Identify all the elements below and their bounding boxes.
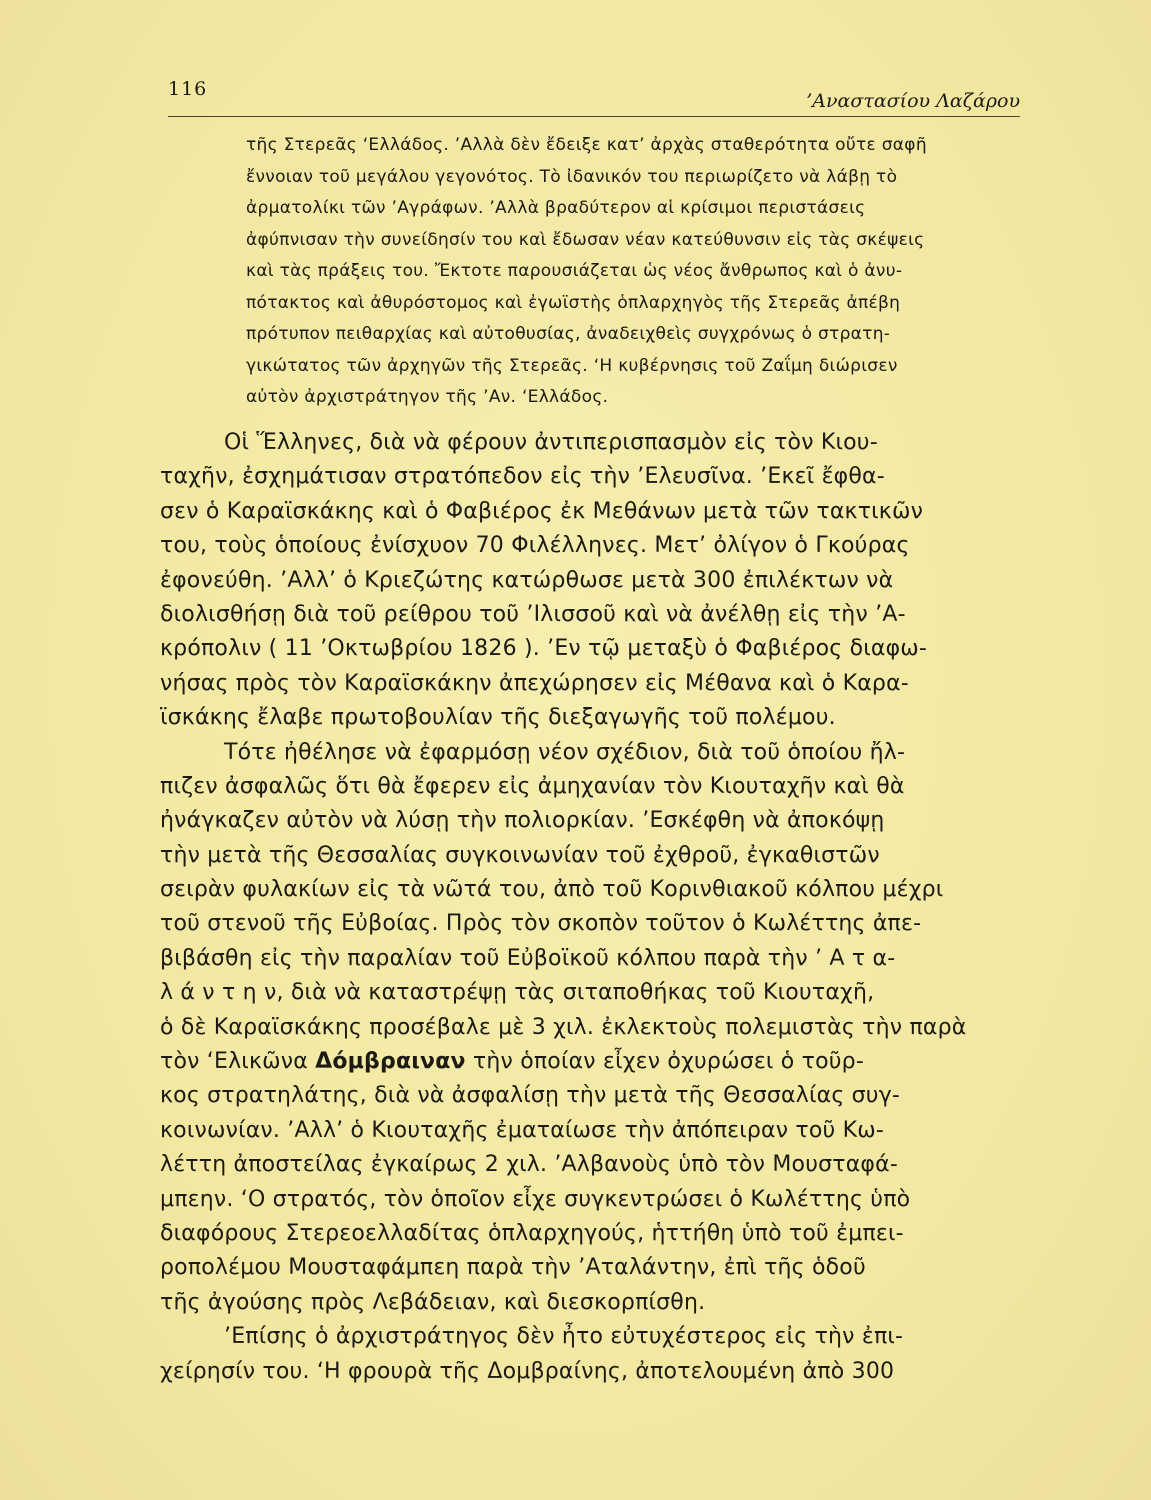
body-line: σεν ὁ Καραϊσκάκης καὶ ὁ Φαβιέρος ἐκ Μεθάνων μετὰ τῶν τακτικῶν [160,498,924,524]
quote-line: ἔννοιαν τοῦ μεγάλου γεγονότος. Τὸ ἰδανικόν του περιωρίζετο νὰ λάβῃ τὸ [246,166,898,187]
body-text-segment: τὴν ὁποίαν εἶχεν ὀχυρώσει ὁ τοῦρ- [465,1049,864,1075]
body-line: κοινωνίαν. ’Αλλ’ ὁ Κιουταχῆς ἐματαίωσε τὴν ἀπόπειραν τοῦ Κω- [160,1117,885,1143]
body-line: μπεην. ‘Ο στρατός, τὸν ὁποῖον εἶχε συγκεντρώσει ὁ Κωλέττης ὑπὸ [160,1186,911,1212]
body-line: κος στρατηλάτης, διὰ νὰ ἀσφαλίσῃ τὴν μετὰ τῆς Θεσσαλίας συγ- [160,1083,901,1109]
body-line: ὁ δὲ Καραϊσκάκης προσέβαλε μὲ 3 χιλ. ἐκλεκτοὺς πολεμιστὰς τὴν παρὰ [160,1014,967,1040]
quote-line: καὶ τὰς πράξεις του. Ἔκτοτε παρουσιάζεται ὡς νέος ἄνθρωπος καὶ ὁ ἀνυ- [246,261,903,281]
body-line: Οἱ Ἕλληνες, διὰ νὰ φέρουν ἀντιπερισπασμὸν εἰς τὸν Κιου- [224,430,878,455]
body-line [160,1045,1020,1079]
page-header [168,72,1020,117]
running-head: ’Αναστασίου Λαζάρου [806,90,1020,112]
body-line: ροπολέμου Μουσταφάμπεη παρὰ τὴν ’Αταλάντην, ἐπὶ τῆς ὁδοῦ [160,1255,866,1281]
page-number: 116 [168,78,208,100]
quote-line: αὐτὸν ἀρχιστράτηγον τῆς ’Αν. ‘Ελλάδος. [246,387,609,407]
body-line: κρόπολιν ( 11 ’Οκτωβρίου 1826 ). ’Εν τῷ μεταξὺ ὁ Φαβιέρος διαφω- [160,636,928,662]
quote-block [246,130,1020,414]
quote-line: ἀρματολίκι τῶν ’Αγράφων. ’Αλλὰ βραδύτερον αἱ κρίσιμοι περιστάσεις [246,198,866,218]
body-line: διαφόρους Στερεοελλαδίτας ὁπλαρχηγούς, ἡττήθη ὑπὸ τοῦ ἐμπει- [160,1220,904,1246]
body-line: τῆς ἀγούσης πρὸς Λεβάδειαν, καὶ διεσκορπίσθη. [160,1289,706,1315]
body-text [160,426,1020,1389]
body-line: ἠνάγκαζεν αὐτὸν νὰ λύσῃ τὴν πολιορκίαν. ’Εσκέφθη νὰ ἀποκόψῃ [160,808,885,834]
quote-line: πρότυπον πειθαρχίας καὶ αὐτοθυσίας, ἀναδειχθεὶς συγχρόνως ὁ στρατη- [246,324,891,344]
quote-line: τῆς Στερεᾶς ‘Ελλάδος. ’Αλλὰ δὲν ἔδειξε κατ’ ἀρχὰς σταθερότητα οὔτε σαφῆ [246,135,927,155]
body-text-segment: τὸν ‘Ελικῶνα [160,1049,316,1075]
body-line: λέττη ἀποστείλας ἐγκαίρως 2 χιλ. ’Αλβανοὺς ὑπὸ τὸν Μουσταφά- [160,1152,898,1178]
body-line: νήσας πρὸς τὸν Καραϊσκάκην ἀπεχώρησεν εἰς Μέθανα καὶ ὁ Καρα- [160,670,909,696]
body-line: Τότε ἠθέλησε νὰ ἐφαρμόσῃ νέον σχέδιον, διὰ τοῦ ὁποίου ἤλ- [224,739,906,765]
body-line: ταχῆν, ἐσχημάτισαν στρατόπεδον εἰς τὴν ’Ελευσῖνα. ’Εκεῖ ἔφθα- [160,464,885,490]
body-line: τοῦ στενοῦ τῆς Εὐβοίας. Πρὸς τὸν σκοπὸν τοῦτον ὁ Κωλέττης ἀπε- [160,911,922,937]
body-line: διολισθήσῃ διὰ τοῦ ρείθρου τοῦ ’Ιλισσοῦ καὶ νὰ ἀνέλθῃ εἰς τὴν ’Α- [160,601,906,627]
quote-line: γικώτατος τῶν ἀρχηγῶν τῆς Στερεᾶς. ‘Η κυβέρνησις τοῦ Ζαΐμη διώρισεν [246,355,898,376]
emphasized-place-name: Δόμβραιναν [315,1049,466,1075]
body-line: πιζεν ἀσφαλῶς ὅτι θὰ ἔφερεν εἰς ἀμηχανίαν τὸν Κιουταχῆν καὶ θὰ [160,773,905,799]
body-line: χείρησίν του. ‘Η φρουρὰ τῆς Δομβραίνης, ἀποτελουμένη ἀπὸ 300 [160,1358,895,1384]
body-line: του, τοὺς ὁποίους ἐνίσχυον 70 Φιλέλληνες. Μετ’ ὀλίγον ὁ Γκούρας [160,533,910,559]
body-line: βιβάσθη εἰς τὴν παραλίαν τοῦ Εὐβοϊκοῦ κόλπου παρὰ τὴν ’ Α τ α- [160,945,896,971]
body-line: λ ά ν τ η ν, διὰ νὰ καταστρέψῃ τὰς σιταποθήκας τοῦ Κιουταχῆ, [160,980,875,1006]
body-line: σειρὰν φυλακίων εἰς τὰ νῶτά του, ἀπὸ τοῦ Κορινθιακοῦ κόλπου μέχρι [160,877,944,903]
body-line: ϊσκάκης ἔλαβε πρωτοβουλίαν τῆς διεξαγωγῆς τοῦ πολέμου. [160,705,836,731]
body-line: ’Επίσης ὁ ἀρχιστράτηγος δὲν ἦτο εὐτυχέστερος εἰς τὴν ἐπι- [224,1324,904,1350]
body-line: ἐφονεύθη. ’Αλλ’ ὁ Κριεζώτης κατώρθωσε μετὰ 300 ἐπιλέκτων νὰ [160,567,894,593]
body-line: τὴν μετὰ τῆς Θεσσαλίας συγκοινωνίαν τοῦ ἐχθροῦ, ἐγκαθιστῶν [160,842,880,868]
quote-line: ἀφύπνισαν τὴν συνείδησίν του καὶ ἔδωσαν νέαν κατεύθυνσιν εἰς τὰς σκέψεις [246,229,925,250]
quote-line: πότακτος καὶ ἀθυρόστομος καὶ ἐγωϊστὴς ὁπλαρχηγὸς τῆς Στερεᾶς ἀπέβη [246,292,901,313]
